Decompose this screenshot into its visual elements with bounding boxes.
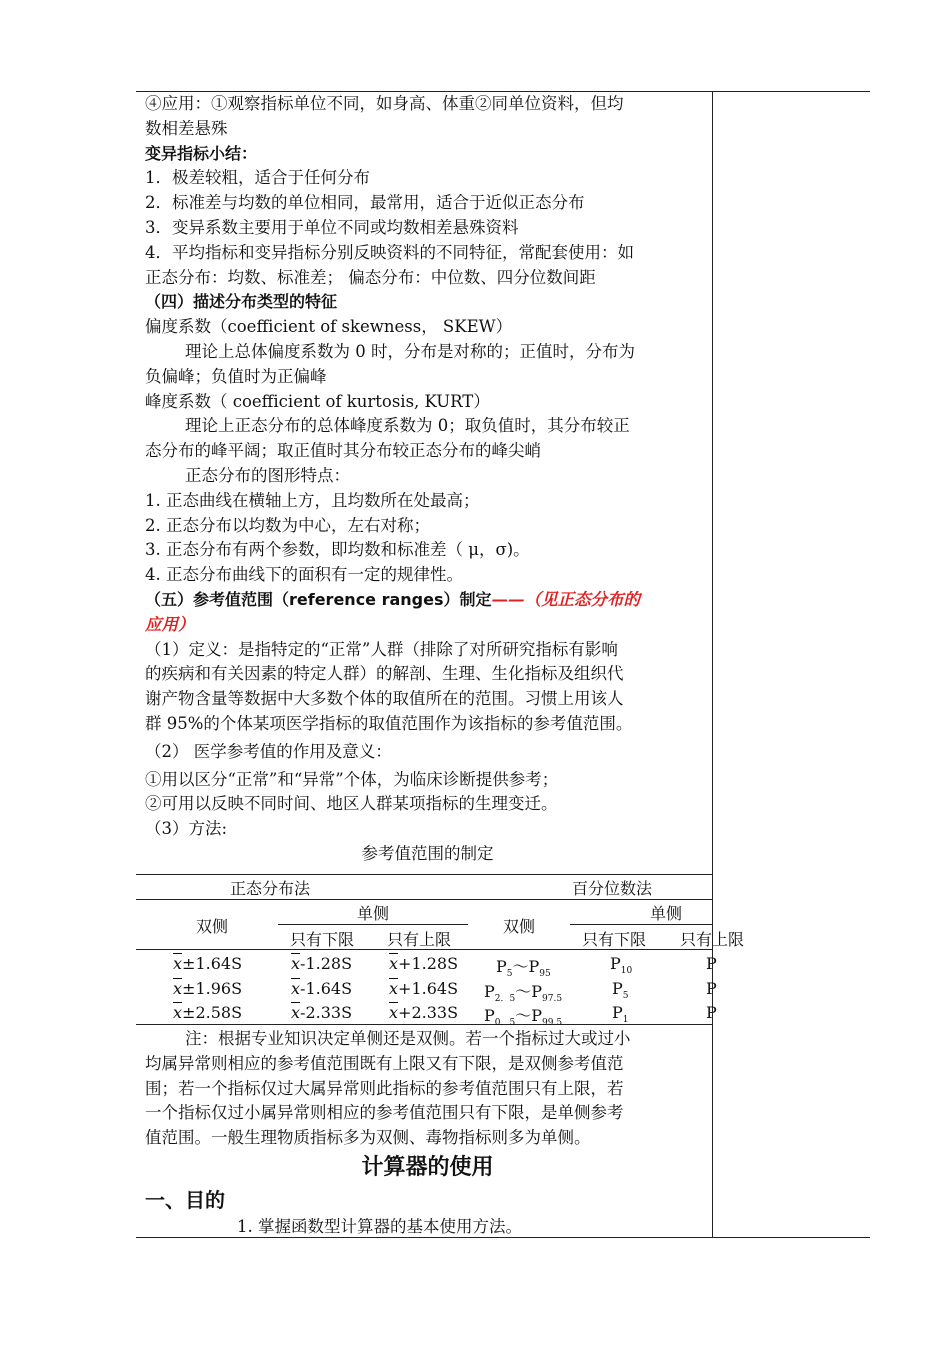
note-line: 一个指标仅过小属异常则相应的参考值范围只有下限，是单侧参考 [145,1103,624,1123]
note-line: 均属异常则相应的参考值范围既有上限又有下限，是双侧参考值范 [145,1053,624,1073]
table-row [173,979,242,998]
text-line: （1）定义：是指特定的“正常”人群（排除了对所研究指标有影响 [145,639,618,659]
subheading: （五）参考值范围（reference ranges）制定 [145,589,492,609]
cell: P [610,954,621,973]
table-row [389,954,458,973]
text-line: 群 95%的个体某项医学指标的取值范围作为该指标的参考值范围。 [145,713,633,733]
text-line: 正态分布：均数、标准差； 偏态分布：中位数、四分位数间距 [145,267,596,287]
text-line: 1．极差较粗，适合于任何分布 [145,168,370,188]
cell: ～P [512,957,540,976]
text-line: 4．平均指标和变异指标分别反映资料的不同特征，常配套使用：如 [145,242,634,262]
header-upper-only: 只有上限 [680,930,745,949]
cell: ±1.96S [182,979,243,998]
text-line: 2. 正态分布以均数为中心，左右对称； [145,515,430,535]
header-unilateral: 单侧 [357,904,390,923]
text-line: 1. 正态曲线在横轴上方，且均数所在处最高； [145,490,480,510]
cell: -1.64S [300,979,353,998]
text-line: 3. 正态分布有两个参数，即均数和标准差（ μ，σ)。 [145,540,530,560]
cell: ～P [515,982,542,1001]
table-row [706,954,717,973]
subheading: （四）描述分布类型的特征 [145,292,338,312]
note-line: 注：根据专业知识决定单侧还是双侧。若一个指标过大或过小 [185,1029,631,1048]
text-line: ④应用：①观察指标单位不同，如身高、体重②同单位资料，但均 [145,94,624,113]
text-line: ①用以区分“正常”和“异常”个体，为临床诊断提供参考； [145,769,559,789]
cell-sub: 2．5 [494,994,516,1005]
text-line: 谢产物含量等数据中大多数个体的取值所在的范围。习惯上用该人 [145,689,624,709]
cell: P [706,1003,717,1022]
table-row [173,1003,242,1022]
mean-symbol: $\overline{x}$ [291,1003,301,1022]
table-rule [136,874,713,875]
mean-symbol: $\overline{x}$ [173,954,183,973]
cell: -1.28S [300,954,353,973]
header-percentile-method: 百分位数法 [572,879,653,898]
table-row [496,954,551,979]
text-line: 数相差悬殊 [145,118,228,138]
cell-sub: 97.5 [542,994,563,1005]
cell: P [484,982,495,1001]
table-row [612,979,629,1001]
table-row [291,954,352,973]
subheading-line [145,588,710,613]
text-line: ②可用以反映不同时间、地区人群某项指标的生理变迁。 [145,794,558,814]
table-row [291,1003,352,1022]
header-normal-method: 正态分布法 [230,879,311,898]
note-line: 围；若一个指标仅过大属异常则此指标的参考值范围只有上限，若 [145,1078,624,1098]
table-rule [136,899,713,900]
text-line: 的疾病和有关因素的特定人群）的解剖、生理、生化指标及组织代 [145,664,624,684]
header-lower-only: 只有下限 [582,930,647,949]
table-row [612,1003,629,1025]
cross-reference: ——（见正态分布的 [491,589,641,609]
list-item: 1. 掌握函数型计算器的基本使用方法。 [237,1216,522,1236]
cell-sub: 1 [622,1015,629,1026]
mean-symbol: $\overline{x}$ [389,954,399,973]
cell-sub: 95 [539,969,551,980]
text-line: （2） 医学参考值的作用及意义： [145,741,392,761]
cell: ±2.58S [182,1003,243,1022]
cell: +1.64S [398,979,459,998]
table-row [706,1003,717,1022]
table-row [610,954,632,976]
cell-sub: 5 [622,991,629,1002]
header-lower-only: 只有下限 [290,930,355,949]
subheading: 变异指标小结： [145,143,258,163]
text-line: 态分布的峰平阔；取正值时其分布较正态分布的峰尖峭 [145,441,541,461]
text-line: 峰度系数（ coefficient of kurtosis, KURT） [145,391,490,411]
text-line: 负偏峰；负值时为正偏峰 [145,366,327,386]
mean-symbol: $\overline{x}$ [291,979,301,998]
cell: ～P [515,1006,542,1025]
cell: +1.28S [398,954,459,973]
table-row [484,1003,562,1028]
note-line: 值范围。一般生理物质指标多为双侧、毒物指标则多为单侧。 [145,1128,591,1148]
cell-sub: 5 [506,969,513,980]
header-upper-only: 只有上限 [387,930,452,949]
cell: P [706,954,717,973]
mean-symbol: $\overline{x}$ [389,979,399,998]
table-caption: 参考值范围的制定 [361,843,494,863]
header-unilateral: 单侧 [650,904,683,923]
table-rule [570,924,713,925]
cell: P [706,979,717,998]
text-line: 4. 正态分布曲线下的面积有一定的规律性。 [145,565,463,585]
content-cell [145,92,710,867]
table-row [389,1003,458,1022]
mean-symbol: $\overline{x}$ [389,1003,399,1022]
cell-sub: 99.5 [542,1018,563,1029]
mean-symbol: $\overline{x}$ [173,1003,183,1022]
text-line: 理论上正态分布的总体峰度系数为 0；取负值时，其分布较正 [185,416,630,436]
table-row [706,979,717,998]
cell: -2.33S [300,1003,353,1022]
text-line: 正态分布的图形特点： [185,465,350,485]
text-line: 2．标准差与均数的单位相同，最常用，适合于近似正态分布 [145,193,585,213]
cell: ±1.64S [182,954,243,973]
table-row [484,979,562,1004]
cell: P [496,957,507,976]
cell-sub: 0．5 [494,1018,516,1029]
section-heading: 一、目的 [145,1187,225,1212]
cell: P [612,979,623,998]
text-line: 理论上总体偏度系数为 0 时，分布是对称的；正值时，分布为 [185,341,635,361]
text-line: 3．变异系数主要用于单位不同或均数相差悬殊资料 [145,217,519,237]
table-rule [278,924,468,925]
cell-sub: 10 [620,966,633,977]
text-line: （3）方法: [145,819,228,839]
header-bilateral: 双侧 [196,917,229,936]
cell: P [484,1006,495,1025]
mean-symbol: $\overline{x}$ [173,979,183,998]
table-row [389,979,458,998]
table-row [173,954,242,973]
header-bilateral: 双侧 [503,917,536,936]
cell: P [612,1003,623,1022]
section-title: 计算器的使用 [361,1154,494,1180]
cell: +2.33S [398,1003,459,1022]
table-row [291,979,352,998]
text-line: 偏度系数（coefficient of skewness， SKEW） [145,317,513,337]
note-block [145,1027,710,1240]
cross-reference: 应用） [145,614,195,634]
column-divider [712,91,713,1237]
mean-symbol: $\overline{x}$ [291,954,301,973]
